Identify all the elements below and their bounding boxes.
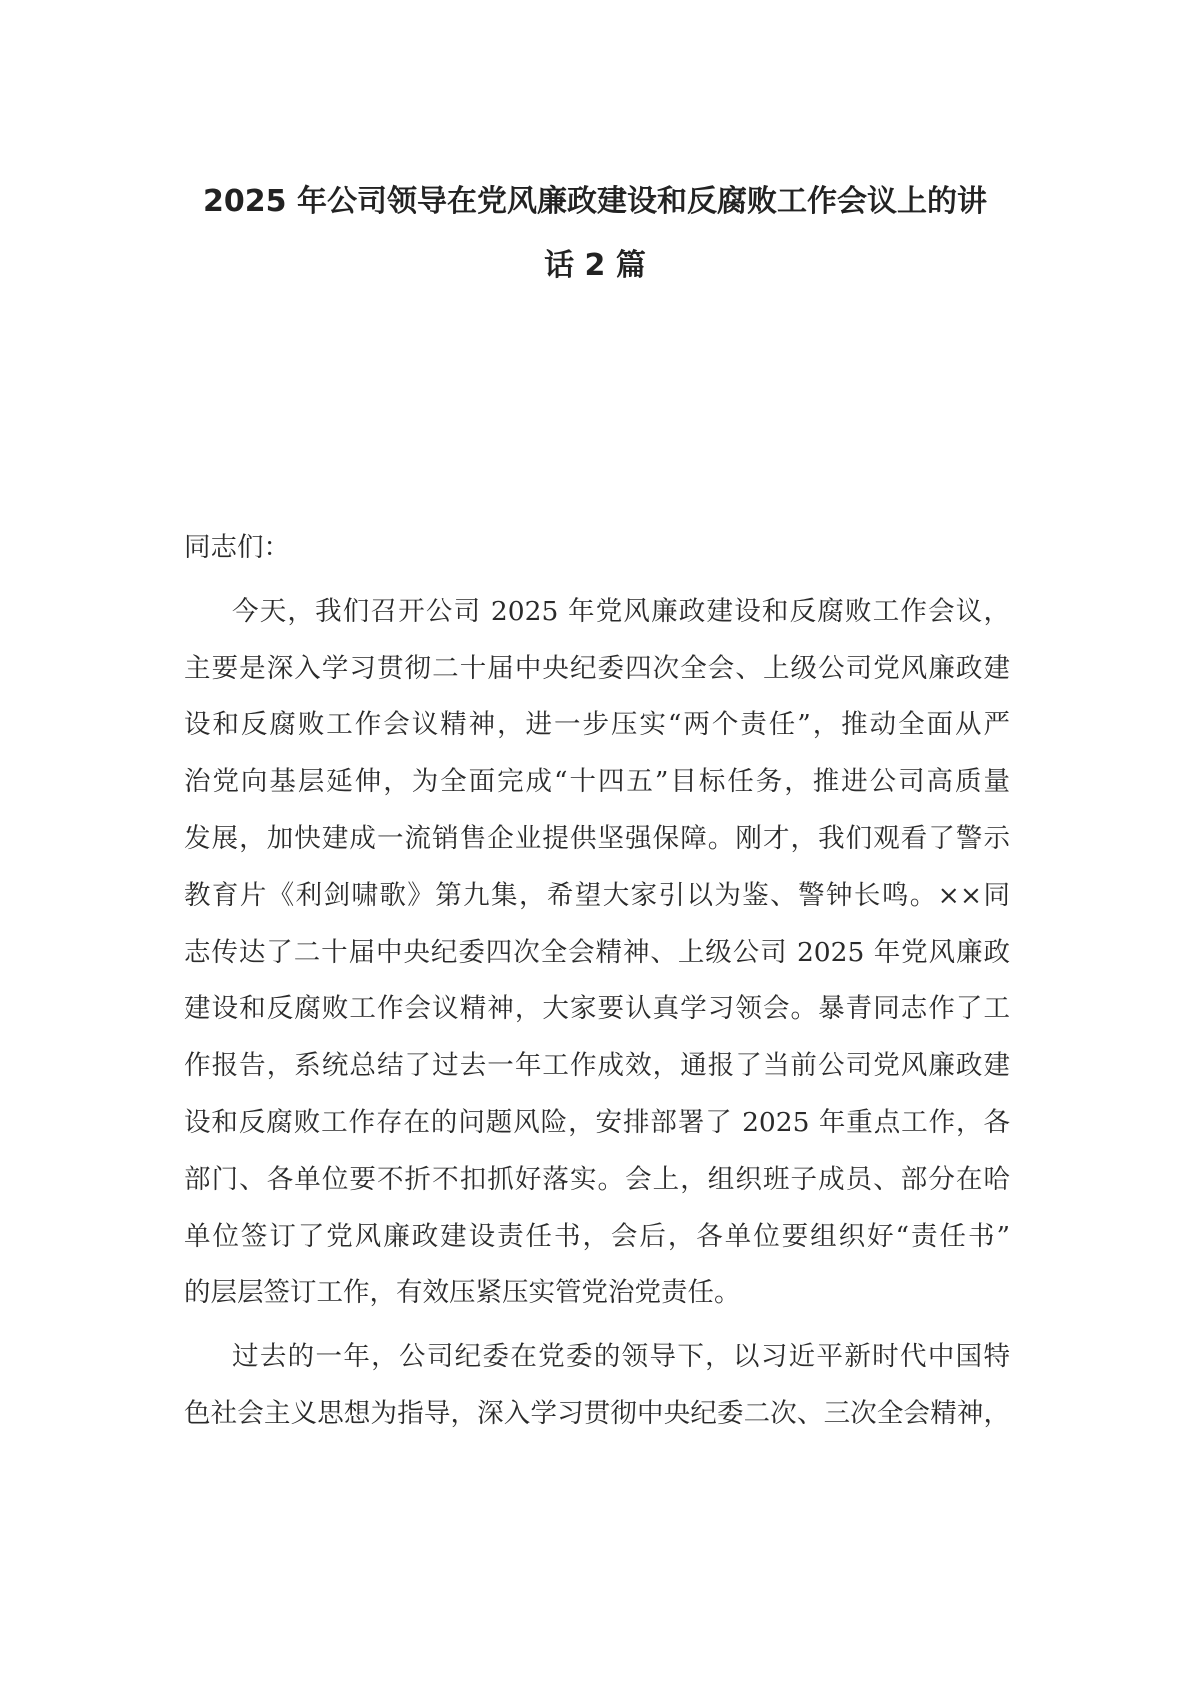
document-body <box>184 520 1010 1450</box>
title-line-1: 2025 年公司领导在党风廉政建设和反腐败工作会议上的讲 <box>203 184 987 219</box>
paragraph-line: 教育片《利剑啸歌》第九集，希望大家引以为鉴、警钟长鸣。××同 <box>184 879 1010 911</box>
paragraph-line: 治党向基层延伸，为全面完成“十四五”目标任务，推进公司高质量 <box>184 766 1010 798</box>
paragraph-line: 色社会主义思想为指导，深入学习贯彻中央纪委二次、三次全会精神， <box>184 1397 1010 1429</box>
greeting: 同志们： <box>184 532 290 563</box>
paragraph-line: 设和反腐败工作存在的问题风险，安排部署了 2025 年重点工作，各 <box>184 1106 1010 1138</box>
paragraph-line: 单位签订了党风廉政建设责任书，会后，各单位要组织好“责任书” <box>184 1220 1010 1252</box>
paragraph-line: 的层层签订工作，有效压紧压实管党治党责任。 <box>184 1277 741 1309</box>
paragraph-line: 设和反腐败工作会议精神，进一步压实“两个责任”，推动全面从严 <box>184 709 1010 741</box>
paragraph-line: 志传达了二十届中央纪委四次全会精神、上级公司 2025 年党风廉政 <box>184 936 1010 968</box>
paragraph-line: 今天，我们召开公司 2025 年党风廉政建设和反腐败工作会议， <box>232 595 1010 627</box>
paragraph-line: 过去的一年，公司纪委在党委的领导下，以习近平新时代中国特 <box>232 1341 1010 1373</box>
paragraph-line: 主要是深入学习贯彻二十届中央纪委四次全会、上级公司党风廉政建 <box>184 652 1010 684</box>
paragraph-line: 部门、各单位要不折不扣抓好落实。会上，组织班子成员、部分在哈 <box>184 1163 1010 1195</box>
title-line-2: 话 2 篇 <box>544 248 646 283</box>
paragraph-line: 建设和反腐败工作会议精神，大家要认真学习领会。暴青同志作了工 <box>184 993 1010 1025</box>
paragraph-line: 发展，加快建成一流销售企业提供坚强保障。刚才，我们观看了警示 <box>184 822 1010 854</box>
paragraph-line: 作报告，系统总结了过去一年工作成效，通报了当前公司党风廉政建 <box>184 1050 1010 1082</box>
paragraph-1 <box>184 584 1010 1322</box>
paragraph-2 <box>184 1329 1010 1443</box>
document-title <box>150 170 1040 298</box>
